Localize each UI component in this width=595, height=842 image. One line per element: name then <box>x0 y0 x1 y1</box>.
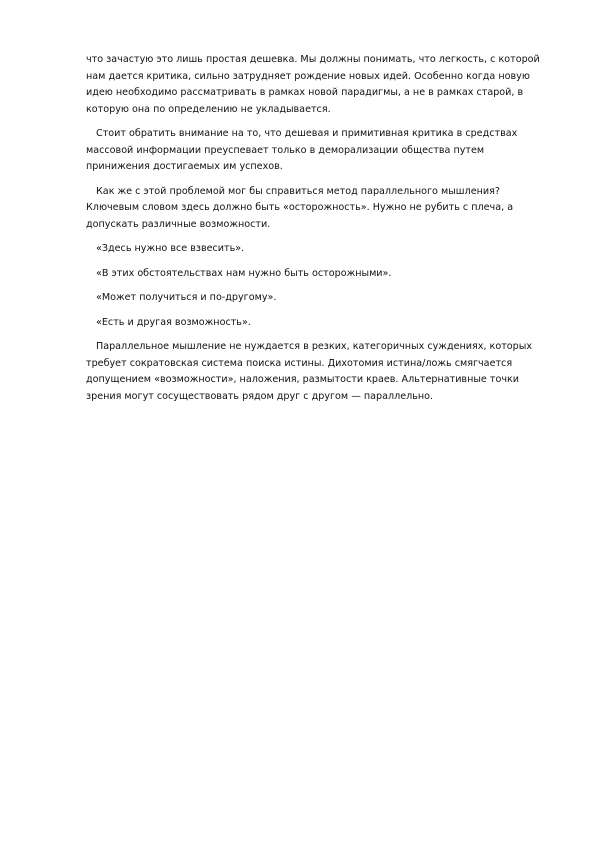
paragraph-continuation: что зачастую это лишь простая дешевка. Мы должны понимать, что легкость, с которой нам дается критика, сильно затрудняет рождение новых идей. Особенно когда новую идею необходимо рассматривать в рамках новой парадигмы, а не в рамках старой, в которую она по определению не укладывается. <box>86 54 540 115</box>
document-body <box>86 52 546 413</box>
paragraph-parallel-thinking-question: Как же с этой проблемой мог бы справиться метод параллельного мышления? Ключевым словом здесь должно быть «осторожность». Нужно не рубить с плеча, а допускать различные возможности. <box>86 185 514 230</box>
quote-another-possibility: «Есть и другая возможность». <box>96 316 251 328</box>
quote-be-careful: «В этих обстоятельствах нам нужно быть осторожными». <box>96 267 392 279</box>
quote-weigh-everything: «Здесь нужно все взвесить». <box>96 243 245 254</box>
paragraph-media-criticism: Стоит обратить внимание на то, что дешевая и примитивная критика в средствах массовой информации преуспевает только в деморализации общества путем принижения достигаемых им успехов. <box>86 128 518 172</box>
paragraph-parallel-thinking: Параллельное мышление не нуждается в резких, категоричных суждениях, которых требует сократовская система поиска истины. Дихотомия истина/ложь смягчается допущением «возможности», наложения, размытости краев. Альтернативные точки зрения могут сосуществовать рядом друг с другом — параллельно. <box>86 341 533 402</box>
quote-otherwise: «Может получиться и по-другому». <box>96 292 277 303</box>
